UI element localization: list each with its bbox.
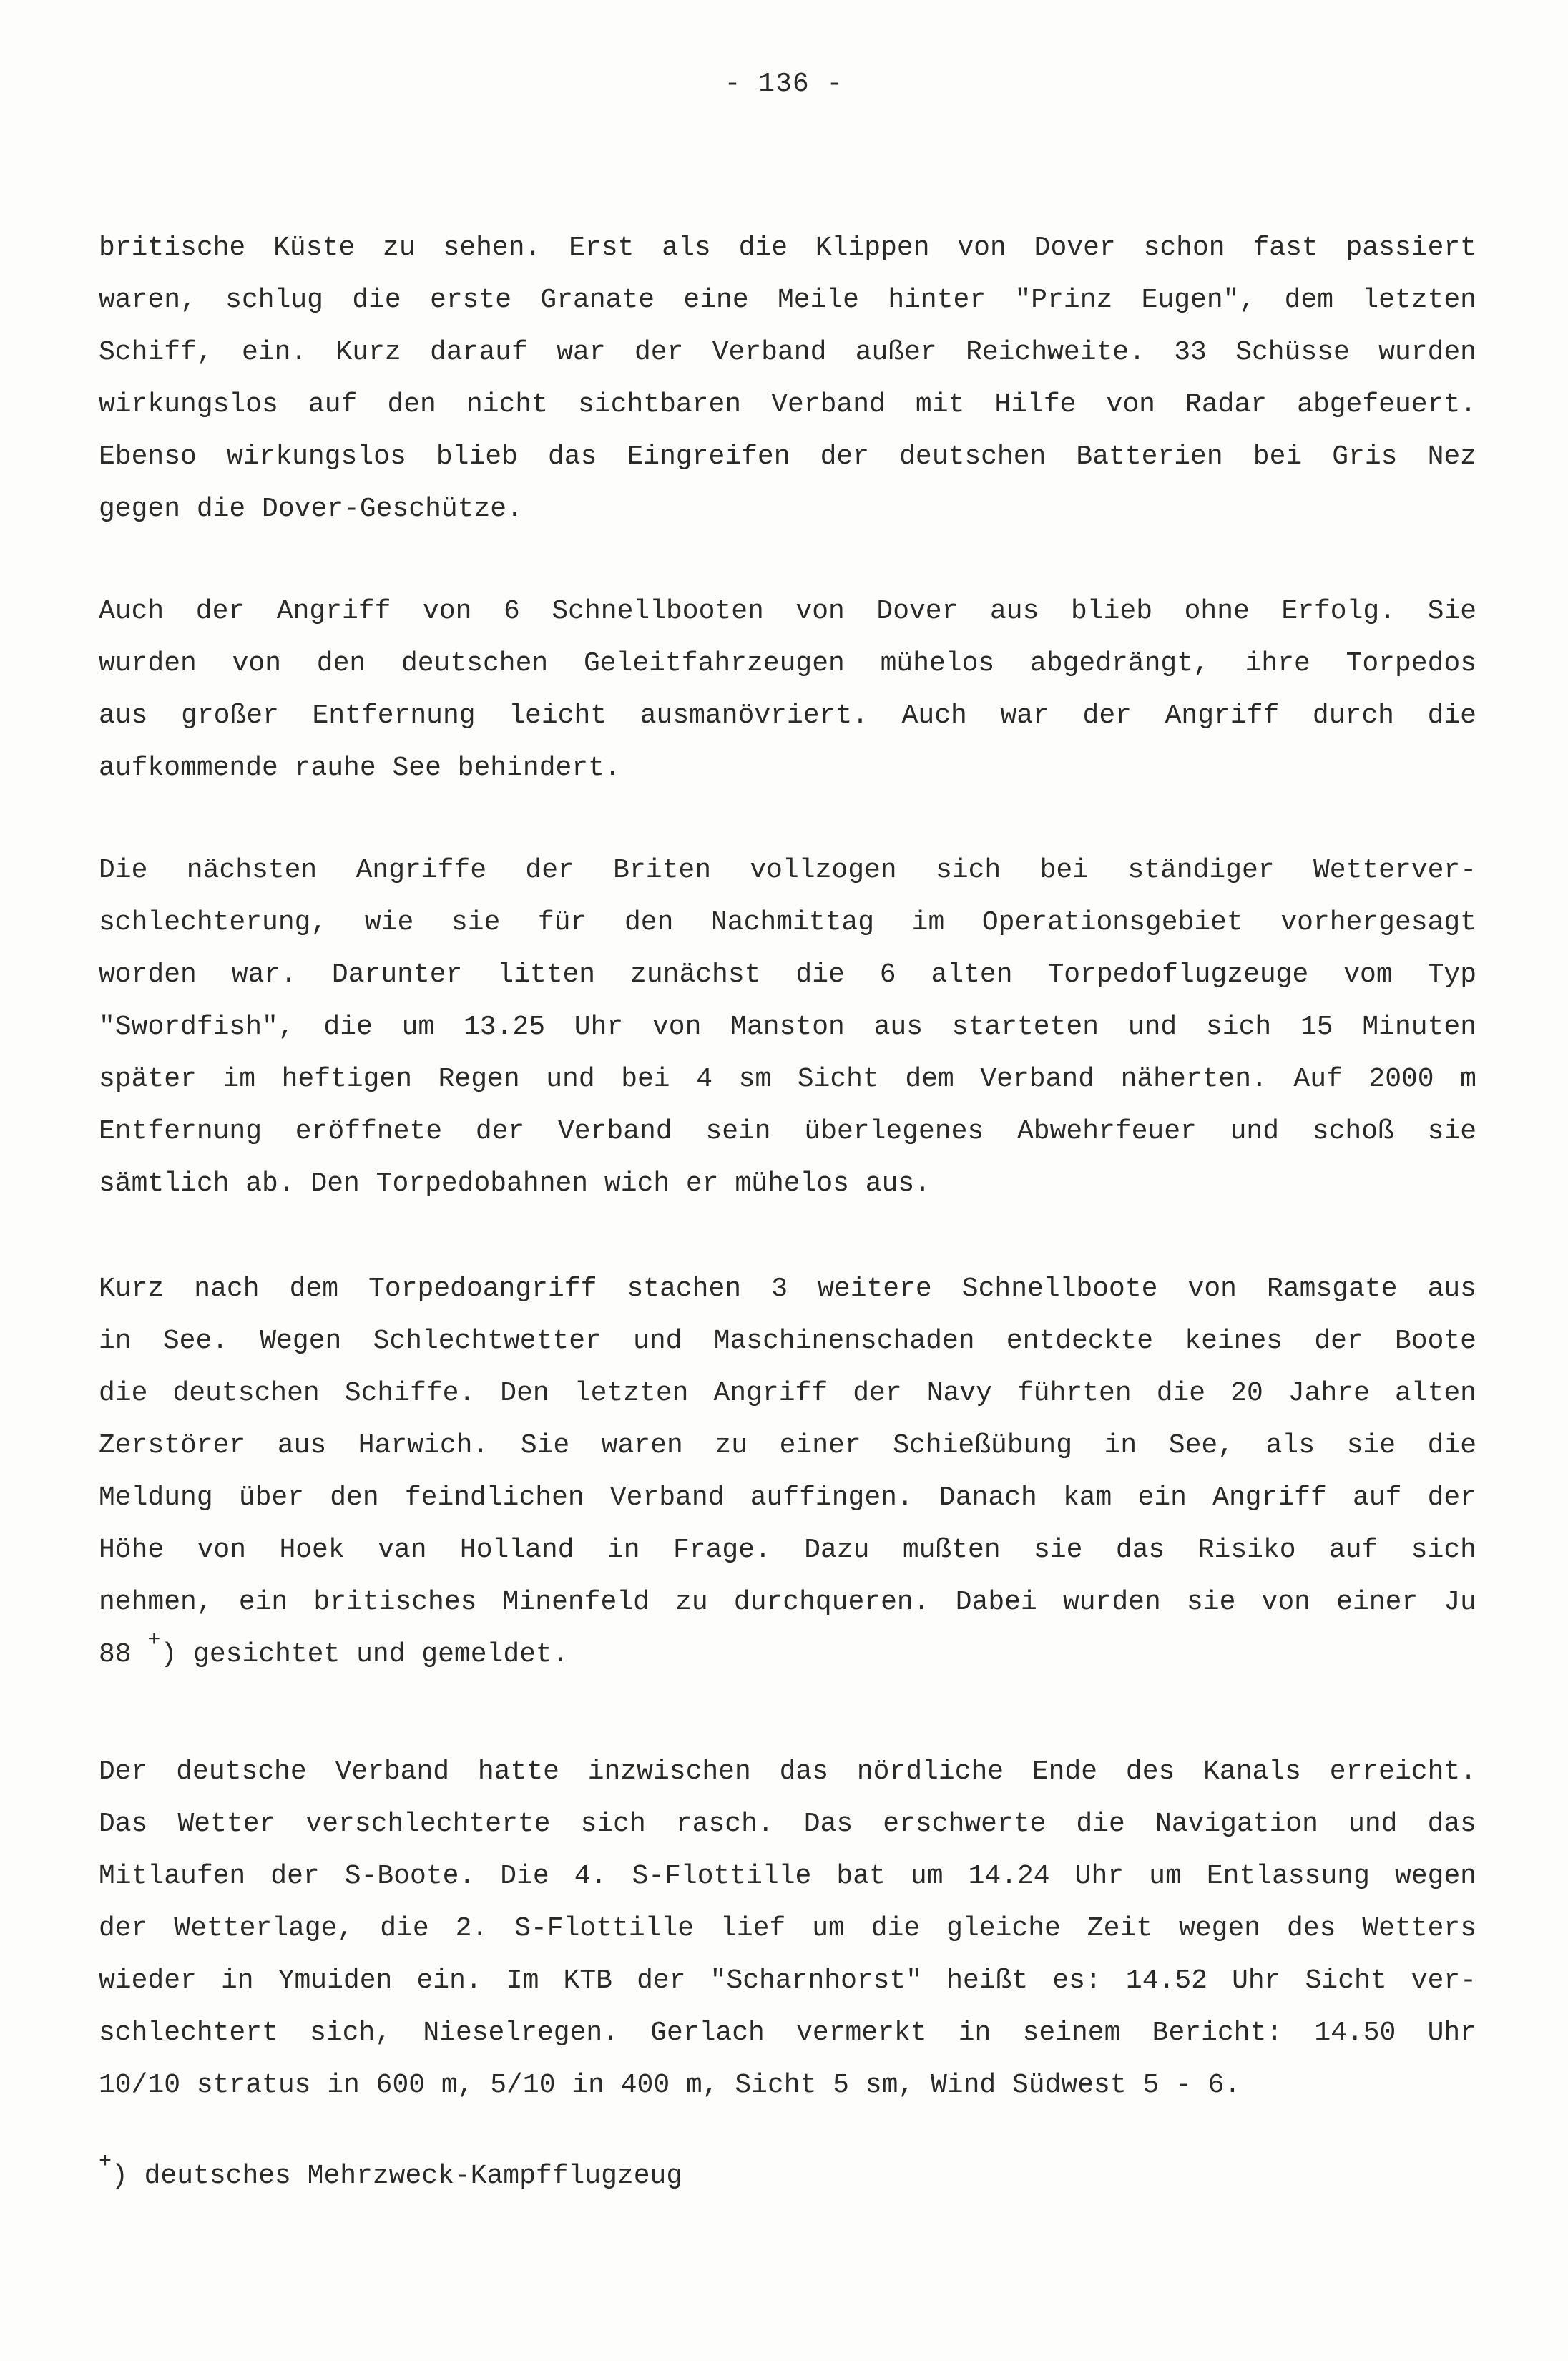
text-line: Schiff, ein. Kurz darauf war der Verband außer Reichweite. 33 Schüsse wurden (99, 337, 1476, 368)
text-line: Das Wetter verschlechterte sich rasch. Das erschwerte die Navigation und das (99, 1809, 1476, 1839)
text-line: schlechterung, wie sie für den Nachmittag im Operationsgebiet vorhergesagt (99, 907, 1476, 938)
paragraph-1 (99, 222, 1476, 535)
footnote-marker: + (147, 1628, 161, 1653)
text-line: Zerstörer aus Harwich. Sie waren zu einer Schießübung in See, als sie die (99, 1430, 1476, 1461)
text-line: 10/10 stratus in 600 m, 5/10 in 400 m, Sicht 5 sm, Wind Südwest 5 - 6. (99, 2070, 1241, 2101)
text-line: worden war. Darunter litten zunächst die 6 alten Torpedoflugzeuge vom Typ (99, 959, 1476, 990)
page-number: - 136 - (724, 69, 844, 99)
text-line: aus großer Entfernung leicht ausmanövriert. Auch war der Angriff durch die (99, 700, 1476, 731)
text-line: "Swordfish", die um 13.25 Uhr von Manston aus starteten und sich 15 Minuten (99, 1012, 1476, 1042)
footnote-marker: + (99, 2150, 112, 2174)
text-line: Kurz nach dem Torpedoangriff stachen 3 weitere Schnellboote von Ramsgate aus (99, 1274, 1476, 1304)
text-line: Der deutsche Verband hatte inzwischen das nördliche Ende des Kanals erreicht. (99, 1756, 1476, 1787)
paragraph-2 (99, 585, 1476, 794)
text-line: waren, schlug die erste Granate eine Meile hinter "Prinz Eugen", dem letzten (99, 285, 1476, 316)
text-line: aufkommende rauhe See behindert. (99, 753, 621, 783)
text-fragment: 88 (99, 1639, 148, 1670)
text-line: Ebenso wirkungslos blieb das Eingreifen der deutschen Batterien bei Gris Nez (99, 441, 1476, 472)
text-line: später im heftigen Regen und bei 4 sm Sicht dem Verband näherten. Auf 2000 m (99, 1064, 1476, 1095)
text-line: der Wetterlage, die 2. S-Flottille lief um die gleiche Zeit wegen des Wetters (99, 1913, 1476, 1944)
text-fragment: ) gesichtet und gemeldet. (160, 1639, 569, 1670)
text-line: Die nächsten Angriffe der Briten vollzogen sich bei ständiger Wetterver- (99, 855, 1476, 886)
text-line: britische Küste zu sehen. Erst als die Klippen von Dover schon fast passiert (99, 233, 1476, 263)
paragraph-4 (99, 1263, 1476, 1681)
text-line: wieder in Ymuiden ein. Im KTB der "Scharnhorst" heißt es: 14.52 Uhr Sicht ver- (99, 1965, 1476, 1996)
footnote-text: ) deutsches Mehrzweck-Kampfflugzeug (112, 2161, 683, 2191)
text-line: wurden von den deutschen Geleitfahrzeugen mühelos abgedrängt, ihre Torpedos (99, 648, 1476, 679)
text-line: Meldung über den feindlichen Verband auffingen. Danach kam ein Angriff auf der (99, 1482, 1476, 1513)
footnote (99, 2150, 682, 2204)
text-line: schlechtert sich, Nieselregen. Gerlach vermerkt in seinem Bericht: 14.50 Uhr (99, 2018, 1476, 2048)
text-line: sämtlich ab. Den Torpedobahnen wich er mühelos aus. (99, 1168, 931, 1199)
text-line: Höhe von Hoek van Holland in Frage. Dazu mußten sie das Risiko auf sich (99, 1535, 1476, 1565)
paragraph-5 (99, 1746, 1476, 2111)
text-line: Auch der Angriff von 6 Schnellbooten von Dover aus blieb ohne Erfolg. Sie (99, 596, 1476, 627)
text-line: nehmen, ein britisches Minenfeld zu durchqueren. Dabei wurden sie von einer Ju (99, 1587, 1476, 1618)
text-line: in See. Wegen Schlechtwetter und Maschinenschaden entdeckte keines der Boote (99, 1326, 1476, 1357)
text-line: Mitlaufen der S-Boote. Die 4. S-Flottille bat um 14.24 Uhr um Entlassung wegen (99, 1861, 1476, 1892)
text-line: die deutschen Schiffe. Den letzten Angriff der Navy führten die 20 Jahre alten (99, 1378, 1476, 1409)
text-line: Entfernung eröffnete der Verband sein überlegenes Abwehrfeuer und schoß sie (99, 1116, 1476, 1147)
text-line: gegen die Dover-Geschütze. (99, 494, 523, 524)
footnote-reference-line (99, 1628, 1476, 1681)
paragraph-3 (99, 844, 1476, 1210)
text-line: wirkungslos auf den nicht sichtbaren Verband mit Hilfe von Radar abgefeuert. (99, 389, 1476, 420)
